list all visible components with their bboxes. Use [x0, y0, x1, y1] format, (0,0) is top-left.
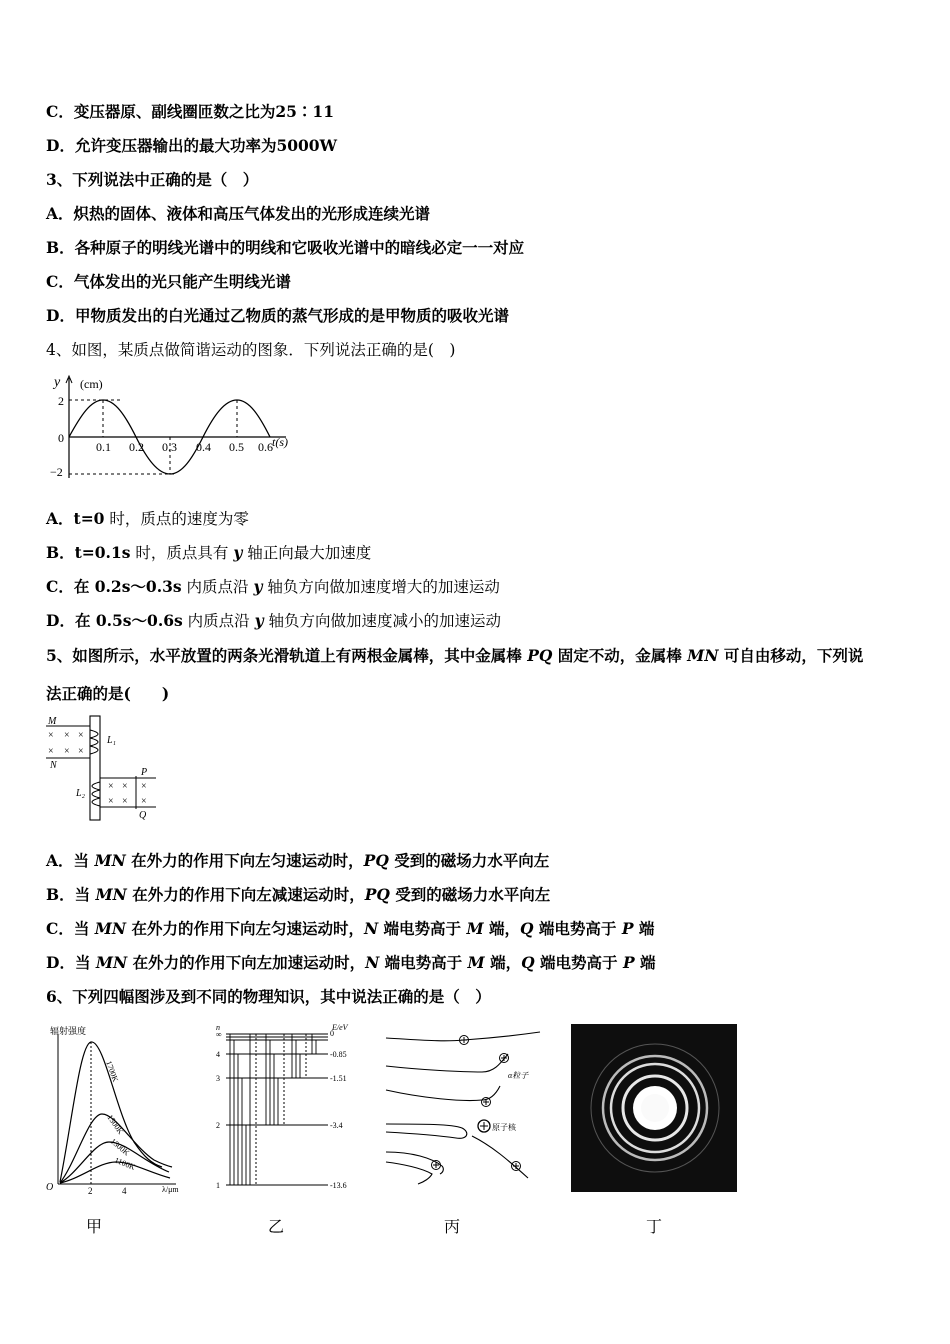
q6-yi-e-0: 0 — [330, 1029, 334, 1038]
q4-sine-graph — [46, 370, 311, 482]
q4-stem: 4、如图，某质点做简谐运动的图象．下列说法正确的是( ) — [46, 341, 456, 359]
q6-caption-bing: 丙 — [444, 1217, 461, 1236]
q6-jia-curve-1500: 1500K — [105, 1112, 126, 1136]
q6-bing-alpha-label: α粒子 — [508, 1071, 529, 1080]
q4-y-tick-0: 0 — [58, 431, 64, 445]
q5-label-l1: L₁ — [107, 735, 117, 746]
q5-label-p: P — [141, 767, 148, 778]
svg-text:×: × — [108, 781, 114, 792]
q6-yi-e-4: -0.85 — [330, 1050, 347, 1059]
q6-fig-blackbody — [44, 1022, 184, 1197]
q6-jia-xlabel: λ/μm — [162, 1185, 179, 1194]
q4-x-label: t(s) — [272, 435, 288, 449]
q6-yi-n-2: 2 — [216, 1121, 220, 1130]
q2-option-d: D．允许变压器输出的最大功率为5000W — [46, 136, 337, 155]
q3-option-b: B．各种原子的明线光谱中的明线和它吸收光谱中的暗线必定一一对应 — [46, 238, 525, 257]
q4-option-c: C．在 0.2s～0.3s 内质点沿 y 轴负方向做加速度增大的加速运动 — [46, 577, 500, 596]
q4-x-tick-0.5: 0.5 — [229, 440, 244, 454]
q6-stem: 6、下列四幅图涉及到不同的物理知识，其中说法正确的是（ ） — [46, 987, 491, 1006]
q3-option-a: A．炽热的固体、液体和高压气体发出的光形成连续光谱 — [46, 204, 431, 223]
q6-jia-curve-1700: 1700K — [104, 1059, 121, 1084]
q6-yi-n-1: 1 — [216, 1181, 220, 1190]
q6-yi-n-inf: ∞ — [216, 1030, 222, 1039]
svg-text:×: × — [122, 796, 128, 807]
q6-fig-diffraction-rings — [571, 1024, 737, 1192]
q4-option-d: D．在 0.5s～0.6s 内质点沿 y 轴负方向做加速度减小的加速运动 — [46, 611, 502, 630]
q5-label-m: M — [48, 716, 57, 727]
q3-option-d: D．甲物质发出的白光通过乙物质的蒸气形成的是甲物质的吸收光谱 — [46, 306, 509, 325]
q6-yi-e-label: E/eV — [332, 1023, 348, 1032]
q6-caption-yi: 乙 — [268, 1217, 285, 1236]
svg-text:×: × — [78, 730, 84, 741]
q5-stem-line1: 5、如图所示，水平放置的两条光滑轨道上有两根金属棒，其中金属棒 PQ 固定不动，金属棒 MN 可自由移动，下列说 — [46, 646, 864, 665]
q6-yi-e-1: -13.6 — [330, 1181, 347, 1190]
q4-y-tick-2: 2 — [58, 394, 64, 408]
q6-jia-tick-4: 4 — [122, 1186, 127, 1196]
svg-text:×: × — [64, 746, 70, 757]
q4-option-b: B．t=0.1s 时，质点具有 y 轴正向最大加速度 — [46, 543, 372, 562]
q6-yi-n-4: 4 — [216, 1050, 220, 1059]
q3-stem: 3、下列说法中正确的是（ ） — [46, 170, 259, 189]
q4-option-a: A．t=0 时，质点的速度为零 — [46, 509, 249, 528]
q5-option-b: B．当 MN 在外力的作用下向左减速运动时，PQ 受到的磁场力水平向左 — [46, 885, 551, 904]
q6-bing-nucleus-label: 原子核 — [492, 1123, 516, 1132]
q6-jia-ylabel: 辐射强度 — [50, 1026, 87, 1036]
q2-option-c: C．变压器原、副线圈匝数之比为25∶11 — [46, 102, 334, 121]
q5-option-d: D．当 MN 在外力的作用下向左加速运动时，N 端电势高于 M 端，Q 端电势高于 P 端 — [46, 953, 656, 972]
q4-x-tick-0.2: 0.2 — [129, 440, 144, 454]
q6-yi-e-2: -3.4 — [330, 1121, 343, 1130]
q4-x-tick-0.4: 0.4 — [196, 440, 211, 454]
svg-text:×: × — [48, 730, 54, 741]
q6-fig-alpha-scattering — [382, 1028, 547, 1188]
q4-x-tick-0.1: 0.1 — [96, 440, 111, 454]
q4-y-label: y — [54, 375, 61, 390]
q4-y-tick-neg2: −2 — [50, 465, 63, 479]
q5-option-c: C．当 MN 在外力的作用下向左匀速运动时，N 端电势高于 M 端，Q 端电势高于 P 端 — [46, 919, 655, 938]
q6-jia-tick-2: 2 — [88, 1186, 93, 1196]
q5-label-n: N — [50, 760, 57, 771]
svg-text:×: × — [48, 746, 54, 757]
q4-x-tick-0.6: 0.6 — [258, 440, 273, 454]
svg-text:×: × — [64, 730, 70, 741]
q5-stem-line2: 法正确的是( ) — [46, 684, 170, 703]
svg-text:×: × — [141, 781, 147, 792]
q6-caption-jia: 甲 — [86, 1217, 103, 1236]
q6-yi-n-label: n — [216, 1023, 220, 1032]
svg-text:×: × — [122, 781, 128, 792]
q6-jia-curve-1300: 1300K — [108, 1136, 132, 1158]
svg-text:×: × — [78, 746, 84, 757]
q6-yi-n-3: 3 — [216, 1074, 220, 1083]
q5-option-a: A．当 MN 在外力的作用下向左匀速运动时，PQ 受到的磁场力水平向左 — [46, 851, 550, 870]
q5-rails-diagram — [44, 712, 164, 824]
q5-label-l2: L₂ — [76, 788, 86, 799]
q6-jia-curve-1100: 1100K — [113, 1155, 137, 1172]
q4-x-tick-0.3: 0.3 — [162, 440, 177, 454]
q3-option-c: C．气体发出的光只能产生明线光谱 — [46, 272, 291, 291]
svg-text:×: × — [141, 796, 147, 807]
q6-fig-energy-levels — [210, 1020, 360, 1195]
q6-yi-e-3: -1.51 — [330, 1074, 347, 1083]
q6-caption-ding: 丁 — [646, 1217, 663, 1236]
q6-jia-origin: O — [46, 1182, 54, 1193]
svg-text:×: × — [108, 796, 114, 807]
q5-label-q: Q — [139, 810, 147, 821]
q4-y-unit: (cm) — [80, 377, 103, 391]
